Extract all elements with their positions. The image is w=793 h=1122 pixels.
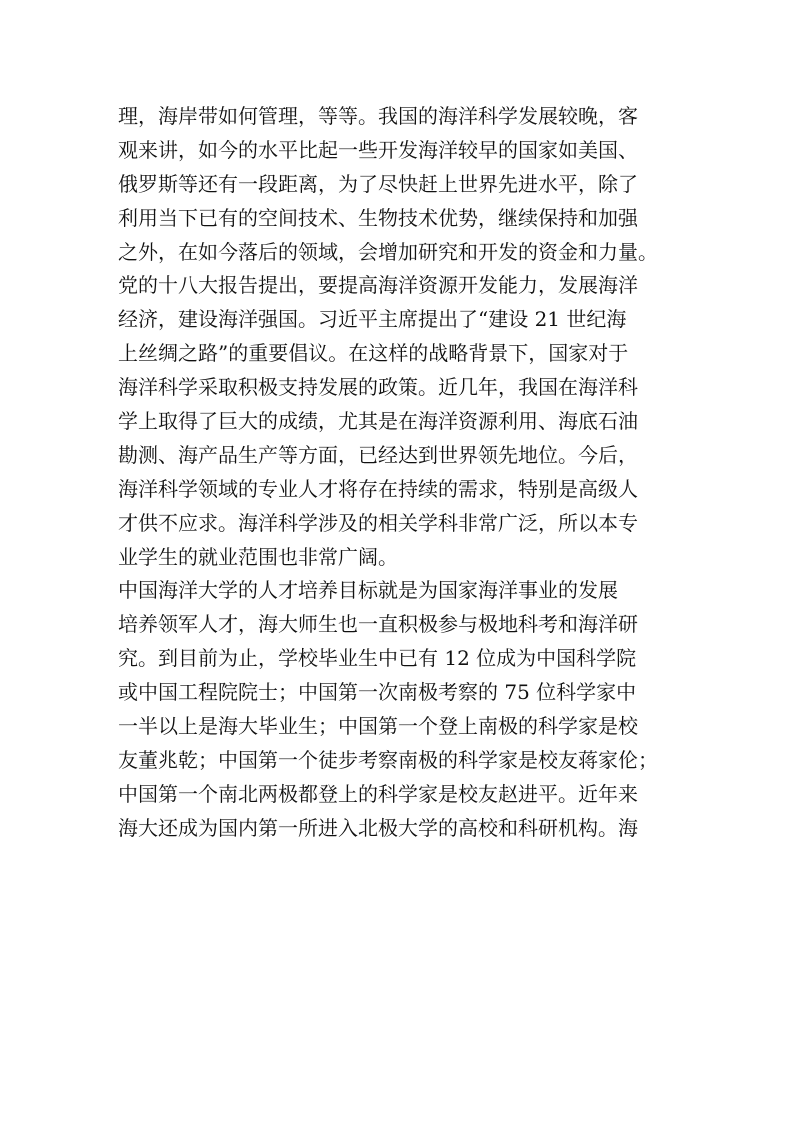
- body-text: [118, 100, 678, 846]
- text-line: 海大还成为国内第一所进入北极大学的高校和科研机构。海: [118, 815, 638, 840]
- text-line: 勘测、海产品生产等方面，已经达到世界领先地位。今后，: [118, 442, 638, 467]
- text-line: 海洋科学领域的专业人才将存在持续的需求，特别是高级人: [118, 476, 638, 501]
- text-line: 经济，建设海洋强国。习近平主席提出了“建设 21 世纪海: [118, 307, 627, 332]
- text-line: 俄罗斯等还有一段距离，为了尽快赶上世界先进水平，除了: [118, 171, 638, 196]
- text-line: 之外，在如今落后的领域，会增加研究和开发的资金和力量。: [118, 239, 658, 264]
- text-line: 利用当下已有的空间技术、生物技术优势，继续保持和加强: [118, 205, 638, 230]
- text-line: 才供不应求。海洋科学涉及的相关学科非常广泛，所以本专: [118, 510, 638, 535]
- text-line: 友董兆乾；中国第一个徒步考察南极的科学家是校友蒋家伦；: [118, 747, 658, 772]
- text-line: 中国第一个南北两极都登上的科学家是校友赵进平。近年来: [118, 781, 638, 806]
- text-line: 海洋科学采取积极支持发展的政策。近几年，我国在海洋科: [118, 375, 638, 400]
- text-line: 培养领军人才，海大师生也一直积极参与极地科考和海洋研: [118, 612, 638, 637]
- text-line: 党的十八大报告提出，要提高海洋资源开发能力，发展海洋: [118, 273, 638, 298]
- text-line: 观来讲，如今的水平比起一些开发海洋较早的国家如美国、: [118, 137, 638, 162]
- text-line: 上丝绸之路”的重要倡议。在这样的战略背景下，国家对于: [118, 341, 629, 366]
- text-line: 理，海岸带如何管理，等等。我国的海洋科学发展较晚，客: [118, 104, 638, 128]
- text-line: 究。到目前为止，学校毕业生中已有 12 位成为中国科学院: [118, 646, 637, 671]
- text-line: 一半以上是海大毕业生；中国第一个登上南极的科学家是校: [118, 714, 638, 739]
- text-line: 学上取得了巨大的成绩，尤其是在海洋资源利用、海底石油: [118, 409, 638, 434]
- text-line: 业学生的就业范围也非常广阔。: [118, 544, 398, 569]
- text-line: 或中国工程院院士；中国第一次南极考察的 75 位科学家中: [118, 680, 637, 705]
- text-line: 中国海洋大学的人才培养目标就是为国家海洋事业的发展: [118, 578, 618, 603]
